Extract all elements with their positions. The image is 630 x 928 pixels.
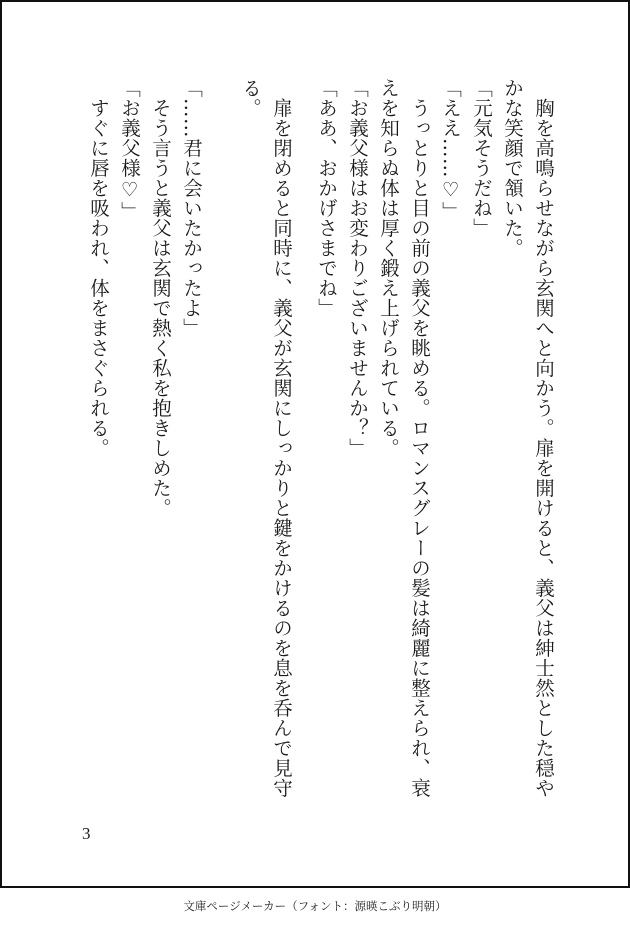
text-line: えを知らぬ体は厚く鍛え上げられている。 — [377, 78, 400, 458]
text-line: 「ええ……♡」 — [439, 78, 462, 222]
page-number: 3 — [82, 824, 91, 843]
text-line: うっとりと目の前の義父を眺める。ロマンスグレーの髪は綺麗に整えられ、衰 — [408, 78, 431, 798]
text-line: 「元気そうだね」 — [470, 78, 493, 238]
text-line: 「ああ、おかげさまでね」 — [315, 78, 338, 318]
text-line: 扉を閉めると同時に、義父が玄関にしっかりと鍵をかけるのを息を呑んで見守 — [270, 78, 293, 798]
text-line: すぐに唇を吸われ、体をまさぐられる。 — [87, 78, 110, 458]
text-line: 「お義父様♡」 — [118, 78, 141, 222]
text-line: そう言うと義父は玄関で熱く私を抱きしめた。 — [149, 78, 172, 518]
text-line: 「お義父様はお変わりございませんか？」 — [346, 78, 369, 458]
text-line: かな笑顔で頷いた。 — [501, 78, 524, 258]
text-line: 「……君に会いたかったよ」 — [180, 78, 203, 338]
footer-caption: 文庫ページメーカー（フォント：源暎こぶり明朝） — [183, 899, 447, 913]
text-line: 胸を高鳴らせながら玄関へと向かう。扉を開けると、義父は紳士然とした穏や — [532, 78, 555, 798]
text-line: る。 — [239, 78, 262, 118]
